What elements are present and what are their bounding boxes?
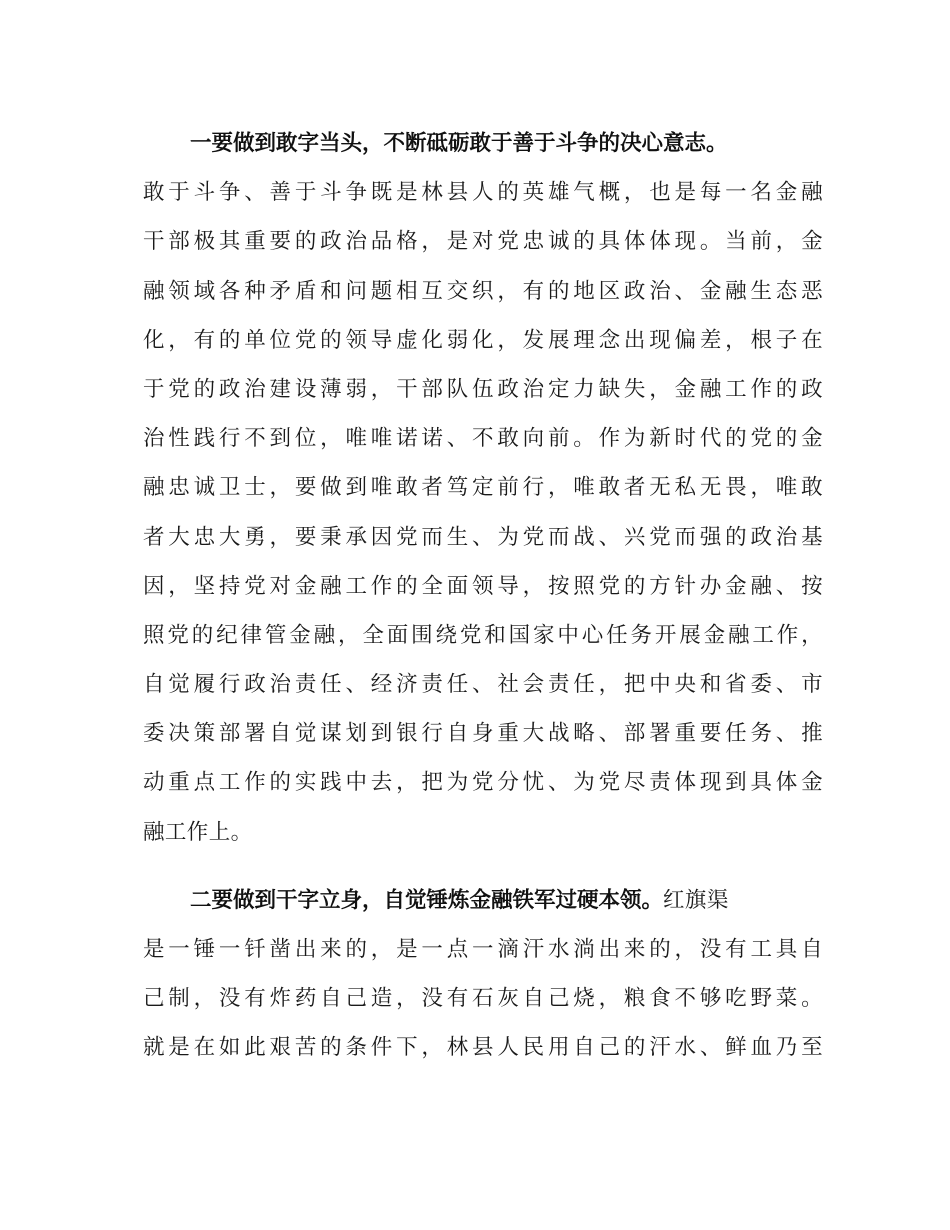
paragraph-spacer bbox=[143, 857, 823, 876]
paragraph-line: 敢于斗争、善于斗争既是林县人的英雄气概，也是每一名金融 bbox=[143, 180, 823, 206]
paragraph-line: 照党的纪律管金融，全面围绕党和国家中心任务开展金融工作， bbox=[143, 622, 823, 648]
paragraph-line: 因，坚持党对金融工作的全面领导，按照党的方针办金融、按 bbox=[143, 573, 823, 599]
paragraph-2-heading: 二要做到干字立身，自觉锤炼金融铁军过硬本领。 bbox=[190, 887, 664, 913]
paragraph-line: 融领域各种矛盾和问题相互交织，有的地区政治、金融生态恶 bbox=[143, 278, 823, 304]
paragraph-line: 融工作上。 bbox=[143, 819, 253, 845]
paragraph-line: 是一锤一钎凿出来的，是一点一滴汗水淌出来的，没有工具自 bbox=[143, 937, 823, 962]
paragraph-line: 干部极其重要的政治品格，是对党忠诚的具体体现。当前，金 bbox=[143, 229, 823, 255]
paragraph-line: 于党的政治建设薄弱，干部队伍政治定力缺失，金融工作的政 bbox=[143, 376, 823, 402]
paragraph-line: 治性践行不到位，唯唯诺诺、不敢向前。作为新时代的党的金 bbox=[143, 426, 823, 452]
paragraph-line: 自觉履行政治责任、经济责任、社会责任，把中央和省委、市 bbox=[143, 672, 823, 698]
paragraph-line: 就是在如此艰苦的条件下，林县人民用自己的汗水、鲜血乃至 bbox=[143, 1035, 823, 1061]
document-body bbox=[143, 119, 823, 1073]
paragraph-line: 委决策部署自觉谋划到银行自身重大战略、部署重要任务、推 bbox=[143, 721, 823, 747]
paragraph-2-lead-line bbox=[143, 876, 823, 925]
paragraph-1 bbox=[143, 119, 823, 857]
paragraph-1-heading: 一要做到敢字当头，不断砥砺敢于善于斗争的决心意志。 bbox=[190, 131, 728, 156]
paragraph-2-lead-rest: 红旗渠 bbox=[663, 887, 729, 913]
paragraph-line: 化，有的单位党的领导虚化弱化，发展理念出现偏差，根子在 bbox=[143, 327, 823, 353]
paragraph-line: 己制，没有炸药自己造，没有石灰自己烧，粮食不够吃野菜。 bbox=[143, 986, 823, 1012]
paragraph-line: 者大忠大勇，要秉承因党而生、为党而战、兴党而强的政治基 bbox=[143, 524, 823, 550]
paragraph-line: 动重点工作的实践中去，把为党分忧、为党尽责体现到具体金 bbox=[143, 770, 823, 796]
paragraph-2 bbox=[143, 876, 823, 1073]
paragraph-line: 融忠诚卫士，要做到唯敢者笃定前行，唯敢者无私无畏，唯敢 bbox=[143, 475, 823, 501]
paragraph-1-lead-line bbox=[143, 119, 823, 168]
